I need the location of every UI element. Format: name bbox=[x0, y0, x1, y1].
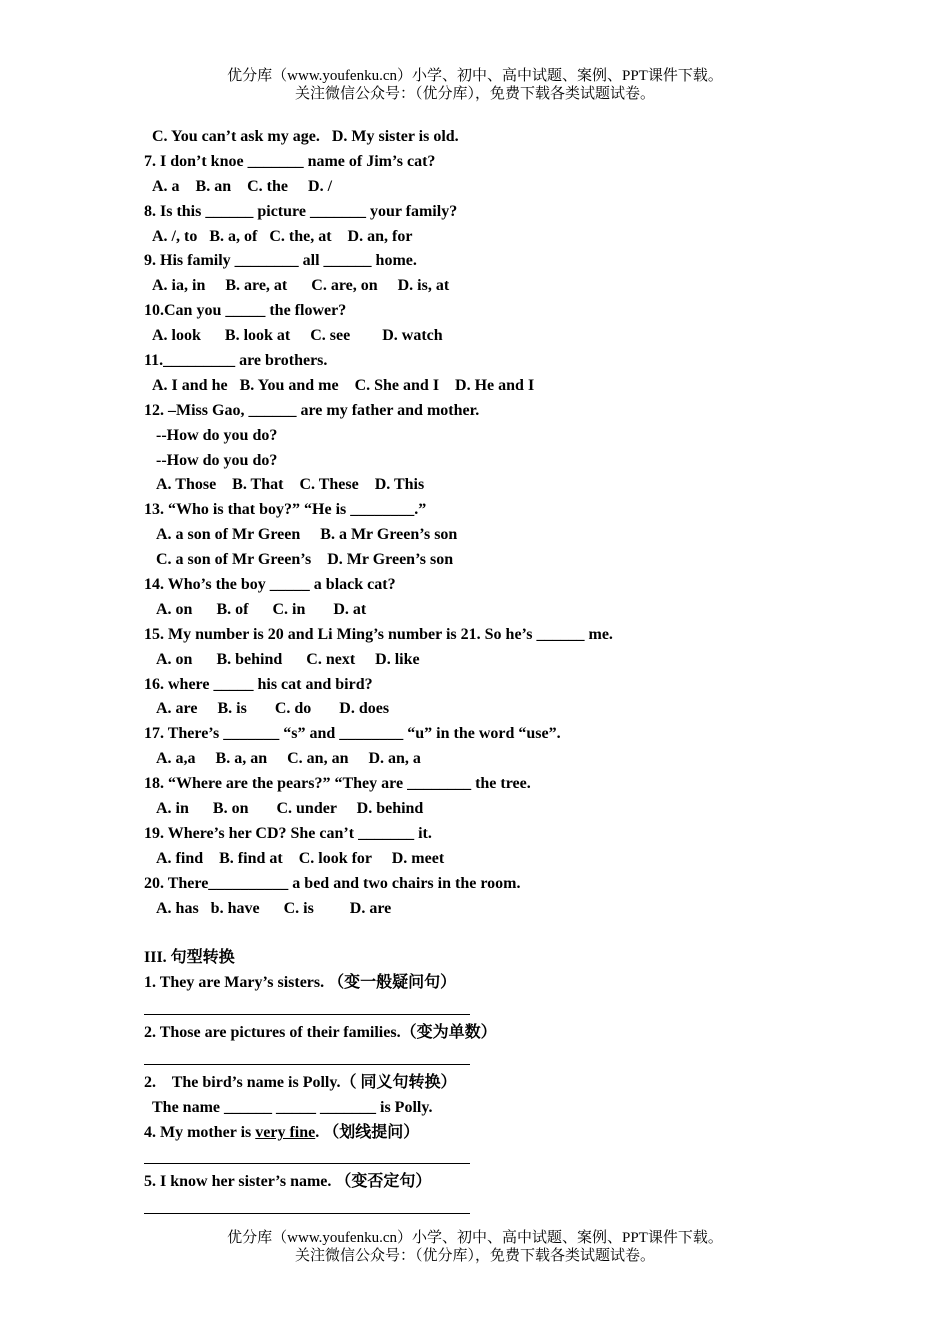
question-15-options: A. on B. behind C. next D. like bbox=[156, 650, 420, 668]
question-11-options: A. I and he B. You and me C. She and I D. He and I bbox=[152, 376, 535, 394]
question-14-options: A. on B. of C. in D. at bbox=[156, 600, 367, 618]
question-13-options-2: C. a son of Mr Green’s D. Mr Green’s son bbox=[156, 551, 454, 569]
question-20: 20. There__________ a bed and two chairs in the room. bbox=[144, 874, 521, 892]
question-13: 13. “Who is that boy?” “He is ________.” bbox=[144, 501, 427, 519]
question-14: 14. Who’s the boy _____ a black cat? bbox=[144, 576, 396, 594]
question-12-dialogue-2: --How do you do? bbox=[156, 451, 278, 469]
answer-line-2 bbox=[144, 1046, 864, 1071]
question-7-options: A. a B. an C. the D. / bbox=[152, 177, 333, 195]
transform-3: 2. The bird’s name is Polly.（ 同义句转换） bbox=[144, 1073, 457, 1091]
transform-5: 5. I know her sister’s name. （变否定句） bbox=[144, 1173, 432, 1191]
header-line-2: 关注微信公众号：（优分库），免费下载各类试题试卷。 bbox=[294, 86, 655, 102]
footer-line-2: 关注微信公众号：（优分库），免费下载各类试题试卷。 bbox=[294, 1248, 655, 1264]
answer-line-1 bbox=[144, 996, 864, 1021]
transform-1: 1. They are Mary’s sisters. （变一般疑问句） bbox=[144, 974, 457, 992]
question-9: 9. His family ________ all ______ home. bbox=[144, 252, 417, 270]
question-18: 18. “Where are the pears?” “They are ________ the tree. bbox=[144, 775, 531, 793]
question-17-options: A. a,a B. a, an C. an, an D. an, a bbox=[156, 750, 421, 768]
transform-4-underlined: very fine bbox=[255, 1123, 316, 1141]
question-13-options-1: A. a son of Mr Green B. a Mr Green’s son bbox=[156, 526, 458, 544]
question-10-options: A. look B. look at C. see D. watch bbox=[152, 327, 443, 345]
answer-line-5 bbox=[144, 1195, 864, 1220]
transform-2: 2. Those are pictures of their families.（变为单数） bbox=[144, 1024, 497, 1042]
transform-4 bbox=[144, 1121, 864, 1146]
footer-line-1: 优分库（www.youfenku.cn）小学、初中、高中试题、案例、PPT课件下载。 bbox=[227, 1230, 723, 1246]
question-20-options: A. has b. have C. is D. are bbox=[156, 899, 392, 917]
question-7: 7. I don’t knoe _______ name of Jim’s cat? bbox=[144, 152, 436, 170]
question-8-options: A. /, to B. a, of C. the, at D. an, for bbox=[152, 227, 413, 245]
answer-line-4 bbox=[144, 1146, 864, 1171]
question-17: 17. There’s _______ “s” and ________ “u” in the word “use”. bbox=[144, 725, 561, 743]
q6-options-cont: C. You can’t ask my age. D. My sister is old. bbox=[152, 128, 459, 145]
section-3-title: III. 句型转换 bbox=[144, 949, 235, 967]
question-19-options: A. find B. find at C. look for D. meet bbox=[156, 849, 445, 867]
spacer bbox=[144, 922, 864, 947]
page-footer bbox=[0, 1229, 950, 1265]
question-18-options: A. in B. on C. under D. behind bbox=[156, 800, 424, 818]
question-15: 15. My number is 20 and Li Ming’s number is 21. So he’s ______ me. bbox=[144, 625, 613, 643]
header-line-1: 优分库（www.youfenku.cn）小学、初中、高中试题、案例、PPT课件下载。 bbox=[227, 68, 723, 84]
question-10: 10.Can you _____ the flower? bbox=[144, 302, 347, 320]
question-19: 19. Where’s her CD? She can’t _______ it. bbox=[144, 824, 432, 842]
question-9-options: A. ia, in B. are, at C. are, on D. is, at bbox=[152, 277, 450, 295]
transform-4-suffix: . （划线提问） bbox=[315, 1123, 420, 1141]
question-16-options: A. are B. is C. do D. does bbox=[156, 700, 390, 718]
question-8: 8. Is this ______ picture _______ your family? bbox=[144, 202, 458, 220]
transform-3-template: The name ______ _____ _______ is Polly. bbox=[152, 1098, 433, 1116]
question-12-options: A. Those B. That C. These D. This bbox=[156, 476, 425, 494]
page-header bbox=[0, 67, 950, 103]
transform-4-prefix: 4. My mother is bbox=[144, 1123, 256, 1141]
question-12: 12. –Miss Gao, ______ are my father and mother. bbox=[144, 401, 480, 419]
question-11: 11._________ are brothers. bbox=[144, 352, 328, 370]
question-12-dialogue-1: --How do you do? bbox=[156, 426, 278, 444]
question-16: 16. where _____ his cat and bird? bbox=[144, 675, 373, 693]
exam-content bbox=[144, 125, 864, 1220]
